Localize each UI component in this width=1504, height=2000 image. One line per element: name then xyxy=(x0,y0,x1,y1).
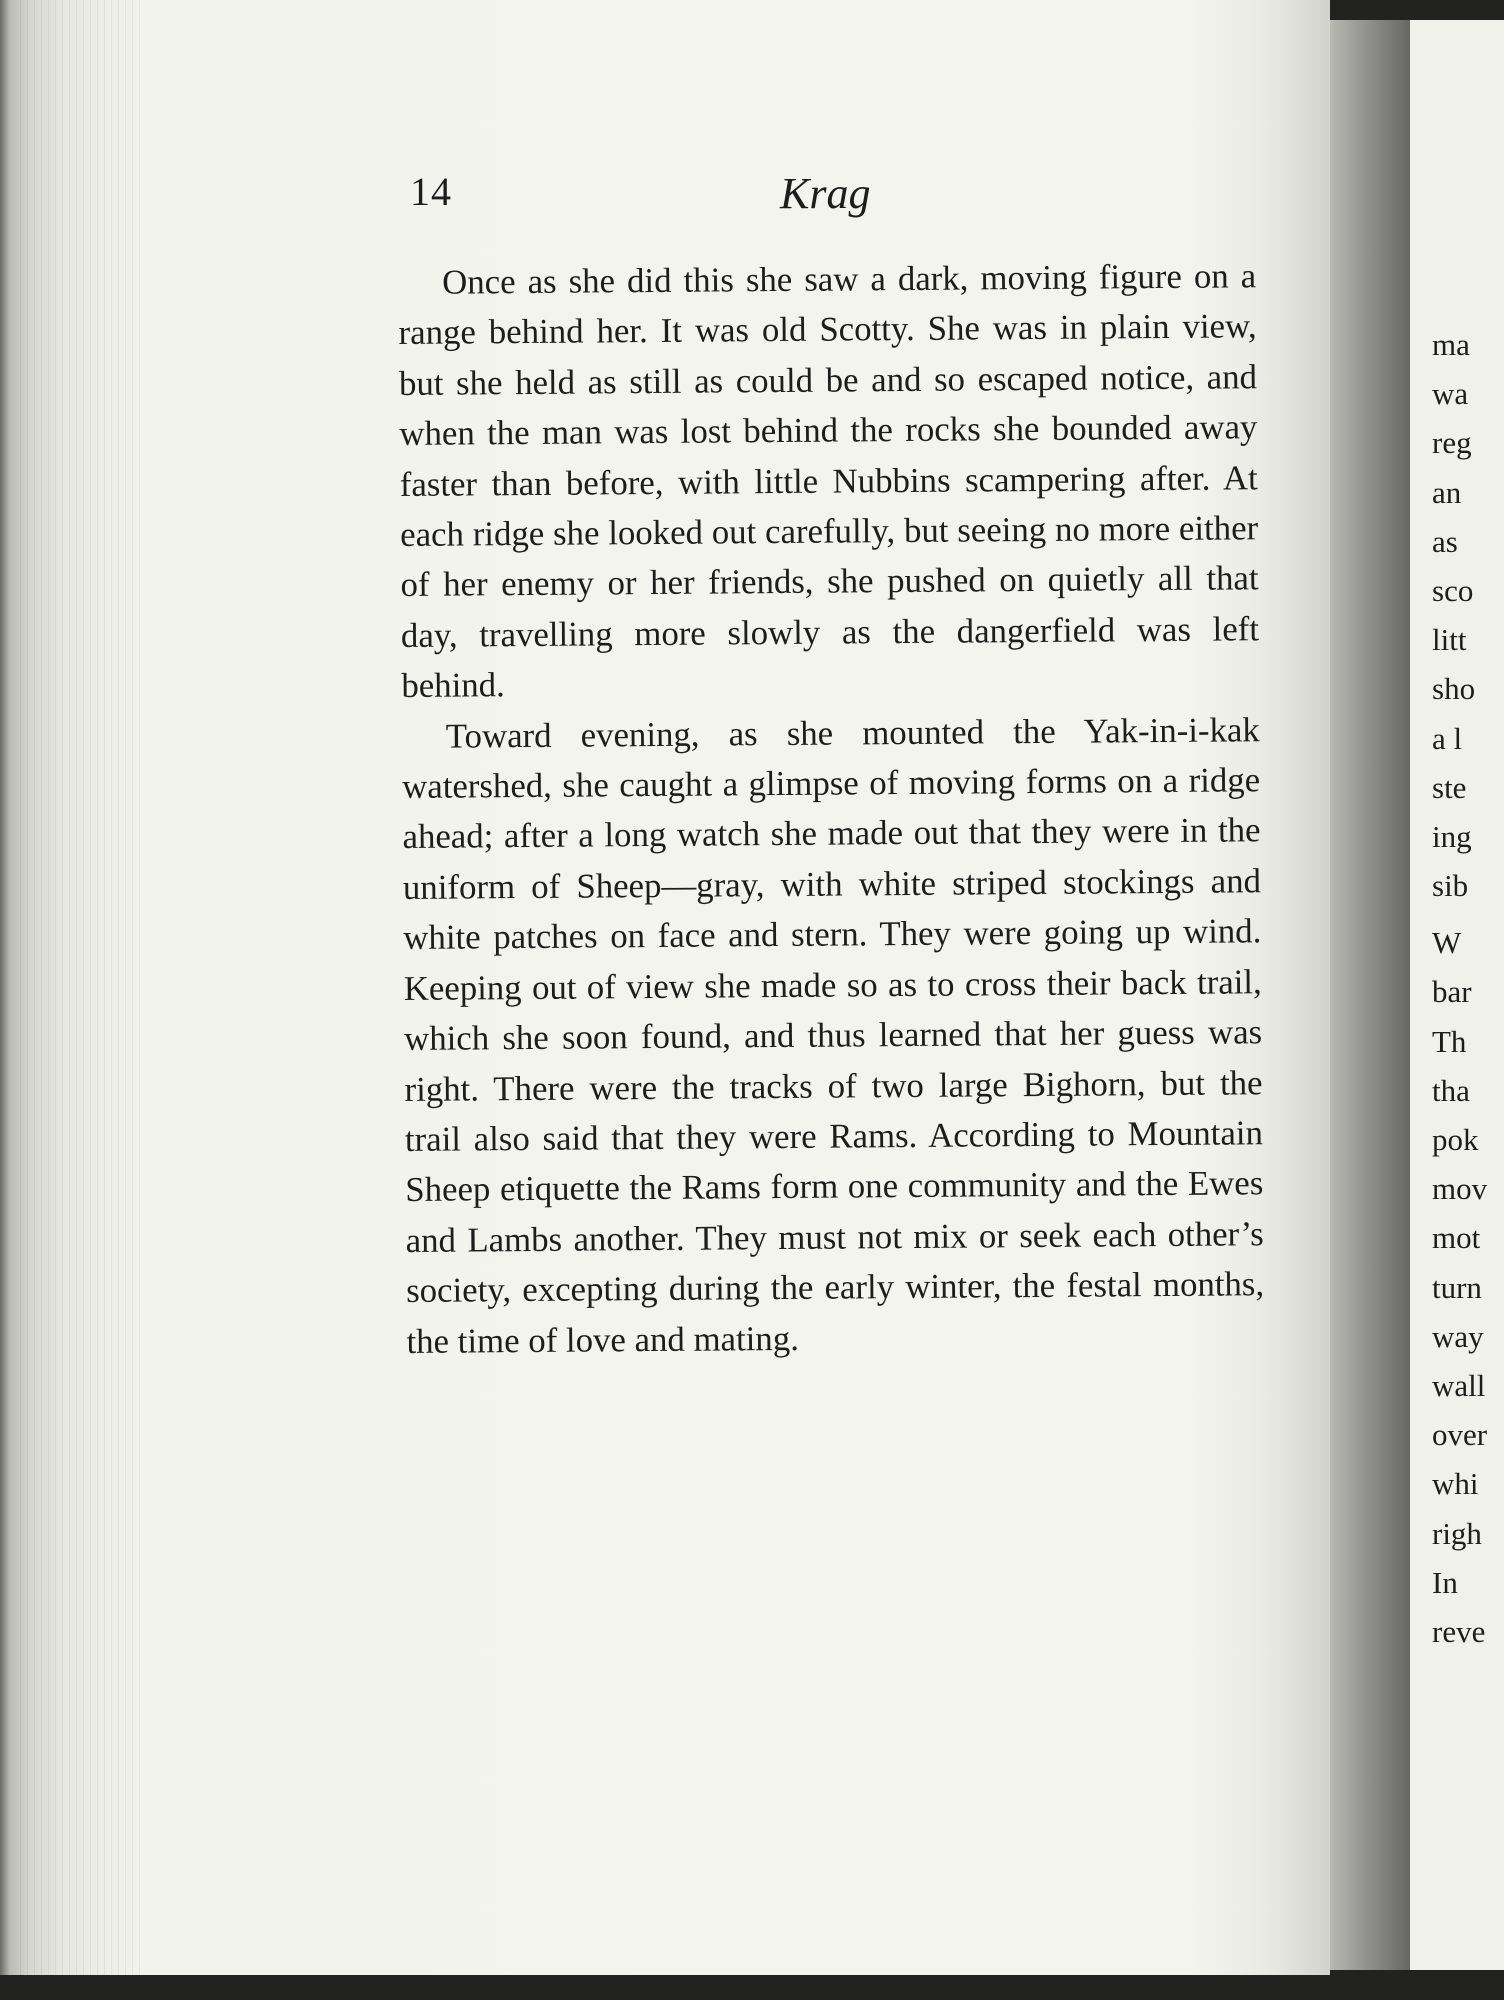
facing-fragment: turn xyxy=(1432,1269,1482,1305)
page-edges-left xyxy=(0,0,150,2000)
facing-fragment: pok xyxy=(1432,1122,1479,1157)
facing-fragment: way xyxy=(1432,1318,1484,1354)
facing-fragment: wa xyxy=(1432,376,1469,412)
facing-fragment: a l xyxy=(1432,720,1463,756)
facing-fragment: righ xyxy=(1432,1515,1482,1551)
facing-fragment: ste xyxy=(1432,769,1467,805)
facing-page-text xyxy=(1432,320,1504,1656)
paragraph-gap xyxy=(1432,910,1504,918)
facing-fragment: ing xyxy=(1432,818,1472,854)
facing-fragment: ma xyxy=(1432,327,1470,362)
facing-fragment: litt xyxy=(1432,622,1467,658)
page-header xyxy=(410,168,1260,228)
facing-fragment: sho xyxy=(1432,671,1476,707)
facing-fragment: mot xyxy=(1432,1220,1481,1256)
paragraph-1: Once as she did this she saw a dark, moving figure on a range behind her. It was old Scotty. She was in plain view, but she held as still as could be and so escaped notice, and when the man was lost behind the rocks she bounded away faster than before, with little Nubbins scampering after. At each ridge she looked out carefully, but seeing no more either of her enemy or her friends, she pushed on quietly all that day, travelling more slowly as the dangerfield was left behind. xyxy=(398,256,1260,706)
bottom-strip xyxy=(0,1975,1504,2000)
facing-fragment: wall xyxy=(1432,1367,1486,1403)
facing-fragment: In xyxy=(1432,1564,1458,1600)
facing-fragment: whi xyxy=(1432,1466,1479,1502)
facing-fragment: Th xyxy=(1432,1023,1467,1059)
facing-fragment: an xyxy=(1432,474,1462,510)
facing-fragment: sco xyxy=(1432,572,1474,608)
facing-fragment: sib xyxy=(1432,868,1469,904)
facing-fragment: tha xyxy=(1432,1072,1470,1108)
facing-fragment: W xyxy=(1432,925,1462,961)
facing-fragment: over xyxy=(1432,1417,1488,1453)
facing-fragment: reg xyxy=(1432,425,1472,461)
facing-fragment: bar xyxy=(1432,974,1472,1010)
running-head: Krag xyxy=(780,169,871,218)
page-edge-lines xyxy=(20,0,140,2000)
paragraph-2: Toward evening, as she mounted the Yak-in-i-kak watershed, she caught a glimpse of moving forms on a ridge ahead; after a long watch she made out that they were in the uniform of Sheep—gray, with white striped stockings and white patches on face and stern. They were going up wind. Keeping out of view she made so as to cross their back trail, which she soon found, and thus learned that her guess was right. There were the tracks of two large Bighorn, but the trail also said that they were Rams. According to Mountain Sheep etiquette the Rams form one community and the Ewes and Lambs another. They must not mix or seek each other’s society, excepting during the early winter, the festal months, the time of love and mating. xyxy=(401,709,1265,1361)
facing-fragment: mov xyxy=(1432,1171,1488,1207)
page-number: 14 xyxy=(410,169,452,214)
facing-fragment: as xyxy=(1432,523,1458,559)
facing-fragment: reve xyxy=(1432,1613,1486,1649)
body-text xyxy=(398,251,1265,1367)
